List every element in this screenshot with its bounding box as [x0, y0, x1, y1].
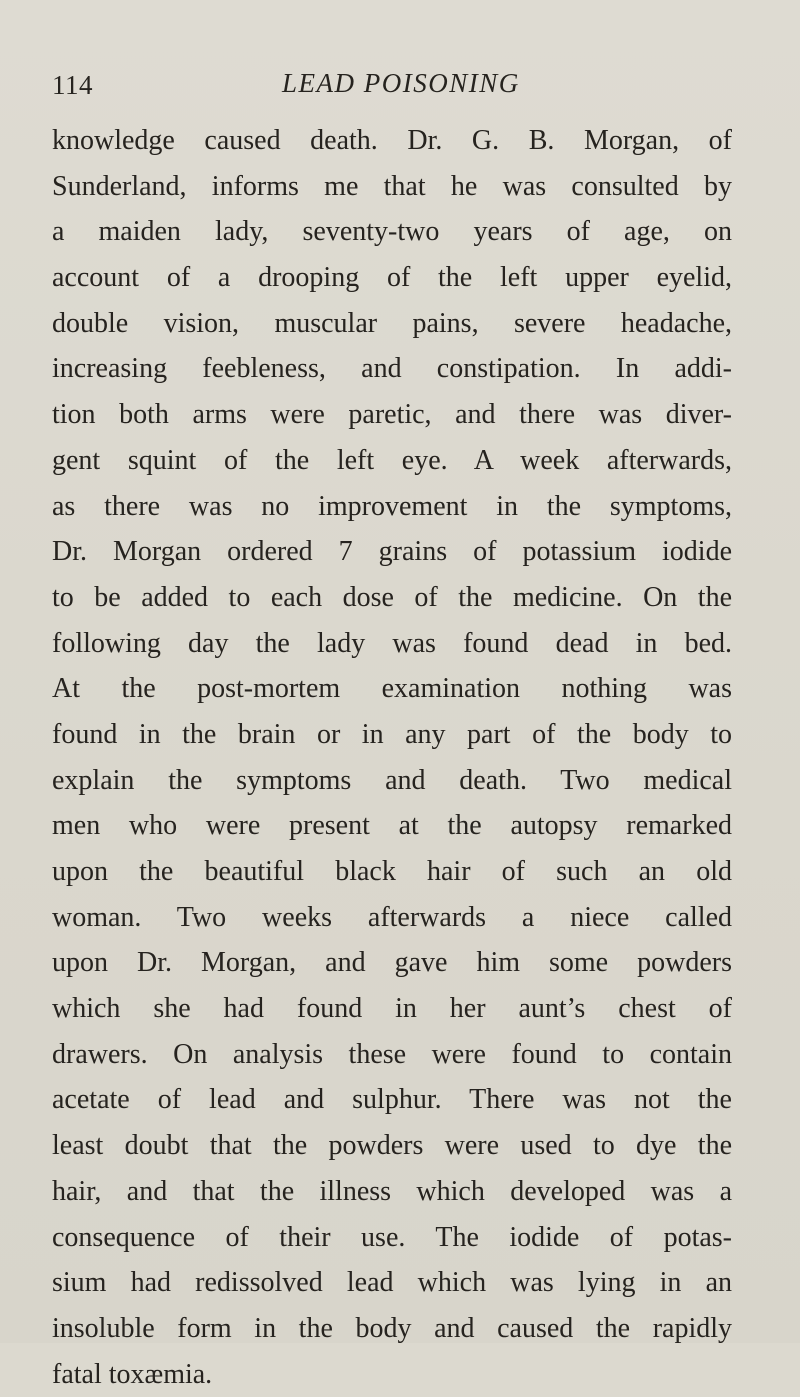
text-line: as there was no improvement in the symptoms,	[52, 490, 732, 522]
text-line: consequence of their use. The iodide of potas-	[52, 1221, 732, 1253]
text-line: hair, and that the illness which developed was a	[52, 1175, 732, 1207]
text-line: drawers. On analysis these were found to contain	[52, 1038, 732, 1070]
text-line: gent squint of the left eye. A week afterwards,	[52, 444, 732, 476]
page-number: 114	[52, 70, 93, 100]
text-line: which she had found in her aunt’s chest of	[52, 993, 732, 1025]
text-line: explain the symptoms and death. Two medical	[52, 764, 732, 796]
text-line: woman. Two weeks afterwards a niece called	[52, 901, 732, 933]
text-line: double vision, muscular pains, severe headache,	[52, 307, 732, 339]
text-line: upon Dr. Morgan, and gave him some powders	[52, 947, 732, 979]
text-line: upon the beautiful black hair of such an old	[52, 856, 732, 887]
text-line: found in the brain or in any part of the body to	[52, 718, 732, 750]
text-line: Sunderland, informs me that he was consulted by	[52, 170, 732, 202]
text-line: At the post-mortem examination nothing was	[52, 673, 732, 705]
text-line: a maiden lady, seventy-two years of age, on	[52, 216, 732, 248]
text-line: knowledge caused death. Dr. G. B. Morgan, of	[52, 125, 732, 156]
running-head: LEAD POISONING	[282, 68, 520, 98]
text-line: increasing feebleness, and constipation. In addi-	[52, 353, 732, 385]
text-line: men who were present at the autopsy remarked	[52, 810, 732, 842]
text-line: least doubt that the powders were used to dye the	[52, 1130, 732, 1162]
text-line: account of a drooping of the left upper eyelid,	[52, 262, 732, 294]
text-line: following day the lady was found dead in bed.	[52, 627, 732, 659]
body-paragraph	[52, 118, 732, 1397]
text-line: to be added to each dose of the medicine. On the	[52, 581, 732, 613]
text-line: fatal toxæmia.	[52, 1358, 213, 1390]
text-line: tion both arms were paretic, and there was diver-	[52, 399, 732, 431]
text-line: sium had redissolved lead which was lying in an	[52, 1267, 732, 1299]
text-line: acetate of lead and sulphur. There was not the	[52, 1084, 732, 1116]
text-line: insoluble form in the body and caused the rapidly	[52, 1312, 732, 1344]
text-line: Dr. Morgan ordered 7 grains of potassium iodide	[52, 536, 732, 568]
